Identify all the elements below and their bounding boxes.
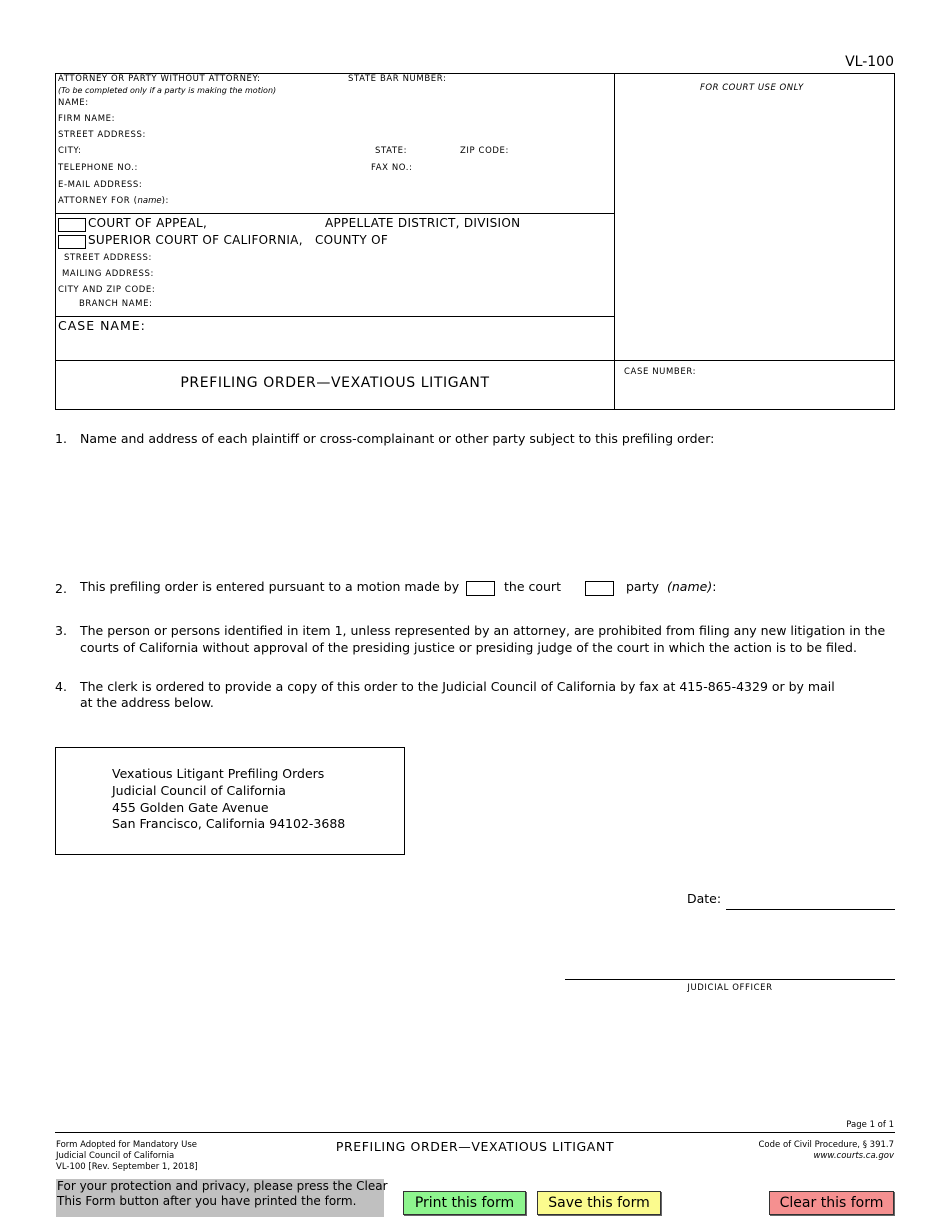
state-bar-label: STATE BAR NUMBER: bbox=[348, 74, 447, 84]
state-label: STATE: bbox=[375, 146, 408, 156]
item-1-text: Name and address of each plaintiff or cross-complainant or other party subject to this prefiling order: bbox=[80, 431, 715, 446]
court-street-label: STREET ADDRESS: bbox=[64, 253, 152, 263]
item-3-line-2: courts of California without approval of the presiding justice or presiding judge of the court in which the action is to be filed. bbox=[80, 640, 857, 655]
email-label: E-MAIL ADDRESS: bbox=[58, 180, 143, 190]
form-title: PREFILING ORDER—VEXATIOUS LITIGANT bbox=[180, 375, 490, 391]
privacy-notice bbox=[56, 1179, 388, 1217]
case-number-label: CASE NUMBER: bbox=[624, 367, 697, 377]
motion-by-party-checkbox[interactable] bbox=[585, 581, 614, 596]
superior-court-label: SUPERIOR COURT OF CALIFORNIA, bbox=[88, 233, 303, 247]
court-of-appeal-checkbox[interactable] bbox=[58, 218, 86, 232]
city-zip-label: CITY AND ZIP CODE: bbox=[58, 285, 156, 295]
item-4-line-1: The clerk is ordered to provide a copy of this order to the Judicial Council of California by fax at 415-865-4329 or by mail bbox=[80, 679, 835, 694]
item-1-number: 1. bbox=[55, 431, 67, 446]
item-3-number: 3. bbox=[55, 623, 67, 638]
page-number: Page 1 of 1 bbox=[846, 1120, 894, 1130]
address-line-1: Vexatious Litigant Prefiling Orders bbox=[112, 766, 325, 781]
item-4-number: 4. bbox=[55, 679, 67, 694]
item-4-line-2: at the address below. bbox=[80, 695, 214, 710]
superior-court-checkbox[interactable] bbox=[58, 235, 86, 249]
save-form-button[interactable]: Save this form bbox=[537, 1191, 661, 1215]
attorney-for-label: ATTORNEY FOR (name): bbox=[58, 196, 170, 206]
item-2-text: This prefiling order is entered pursuant to a motion made by bbox=[80, 579, 460, 594]
telephone-label: TELEPHONE NO.: bbox=[58, 163, 138, 173]
website-link[interactable]: www.courts.ca.gov bbox=[813, 1151, 894, 1161]
item-2-number: 2. bbox=[55, 581, 67, 596]
privacy-line-1: For your protection and privacy, please press the Clear bbox=[57, 1179, 388, 1193]
county-of-label: COUNTY OF bbox=[315, 233, 389, 247]
mailing-address-label: MAILING ADDRESS: bbox=[62, 269, 154, 279]
item-3-line-1: The person or persons identified in item 1, unless represented by an attorney, are prohibited from filing any new litigation in the bbox=[80, 623, 886, 638]
date-label: Date: bbox=[687, 891, 722, 906]
street-label: STREET ADDRESS: bbox=[58, 130, 146, 140]
item-2-party-label: party (name): bbox=[626, 579, 717, 594]
appellate-district-label: APPELLATE DISTRICT, DIVISION bbox=[325, 216, 521, 230]
adopted-line-3: VL-100 [Rev. September 1, 2018] bbox=[56, 1162, 198, 1172]
name-label: NAME: bbox=[58, 98, 89, 108]
attorney-note: (To be completed only if a party is making the motion) bbox=[58, 86, 277, 95]
item-2-court-label: the court bbox=[504, 579, 561, 594]
city-label: CITY: bbox=[58, 146, 82, 156]
code-citation: Code of Civil Procedure, § 391.7 bbox=[758, 1140, 894, 1150]
address-line-3: 455 Golden Gate Avenue bbox=[112, 800, 269, 815]
form-adopted-block bbox=[56, 1140, 198, 1173]
footer-rule bbox=[55, 1132, 895, 1133]
privacy-line-2: This Form button after you have printed the form. bbox=[57, 1193, 357, 1208]
firm-label: FIRM NAME: bbox=[58, 114, 116, 124]
footer-title: PREFILING ORDER—VEXATIOUS LITIGANT bbox=[335, 1139, 615, 1154]
address-line-2: Judicial Council of California bbox=[112, 783, 286, 798]
case-name-label: CASE NAME: bbox=[58, 318, 146, 333]
signature-line[interactable] bbox=[565, 979, 895, 980]
attorney-label: ATTORNEY OR PARTY WITHOUT ATTORNEY: bbox=[58, 74, 261, 84]
print-form-button[interactable]: Print this form bbox=[403, 1191, 526, 1215]
adopted-line-2: Judicial Council of California bbox=[56, 1151, 175, 1161]
form-code: VL-100 bbox=[845, 54, 894, 70]
motion-by-court-checkbox[interactable] bbox=[466, 581, 495, 596]
footer-citation bbox=[758, 1140, 894, 1162]
zip-label: ZIP CODE: bbox=[460, 146, 509, 156]
branch-name-label: BRANCH NAME: bbox=[79, 299, 153, 309]
court-of-appeal-label: COURT OF APPEAL, bbox=[88, 216, 208, 230]
date-line[interactable] bbox=[726, 909, 895, 910]
adopted-line-1: Form Adopted for Mandatory Use bbox=[56, 1140, 197, 1150]
clear-form-button[interactable]: Clear this form bbox=[769, 1191, 894, 1215]
address-line-4: San Francisco, California 94102-3688 bbox=[112, 816, 346, 831]
court-use-label: FOR COURT USE ONLY bbox=[700, 83, 804, 93]
judicial-officer-label: JUDICIAL OFFICER bbox=[687, 983, 773, 993]
fax-label: FAX NO.: bbox=[371, 163, 413, 173]
